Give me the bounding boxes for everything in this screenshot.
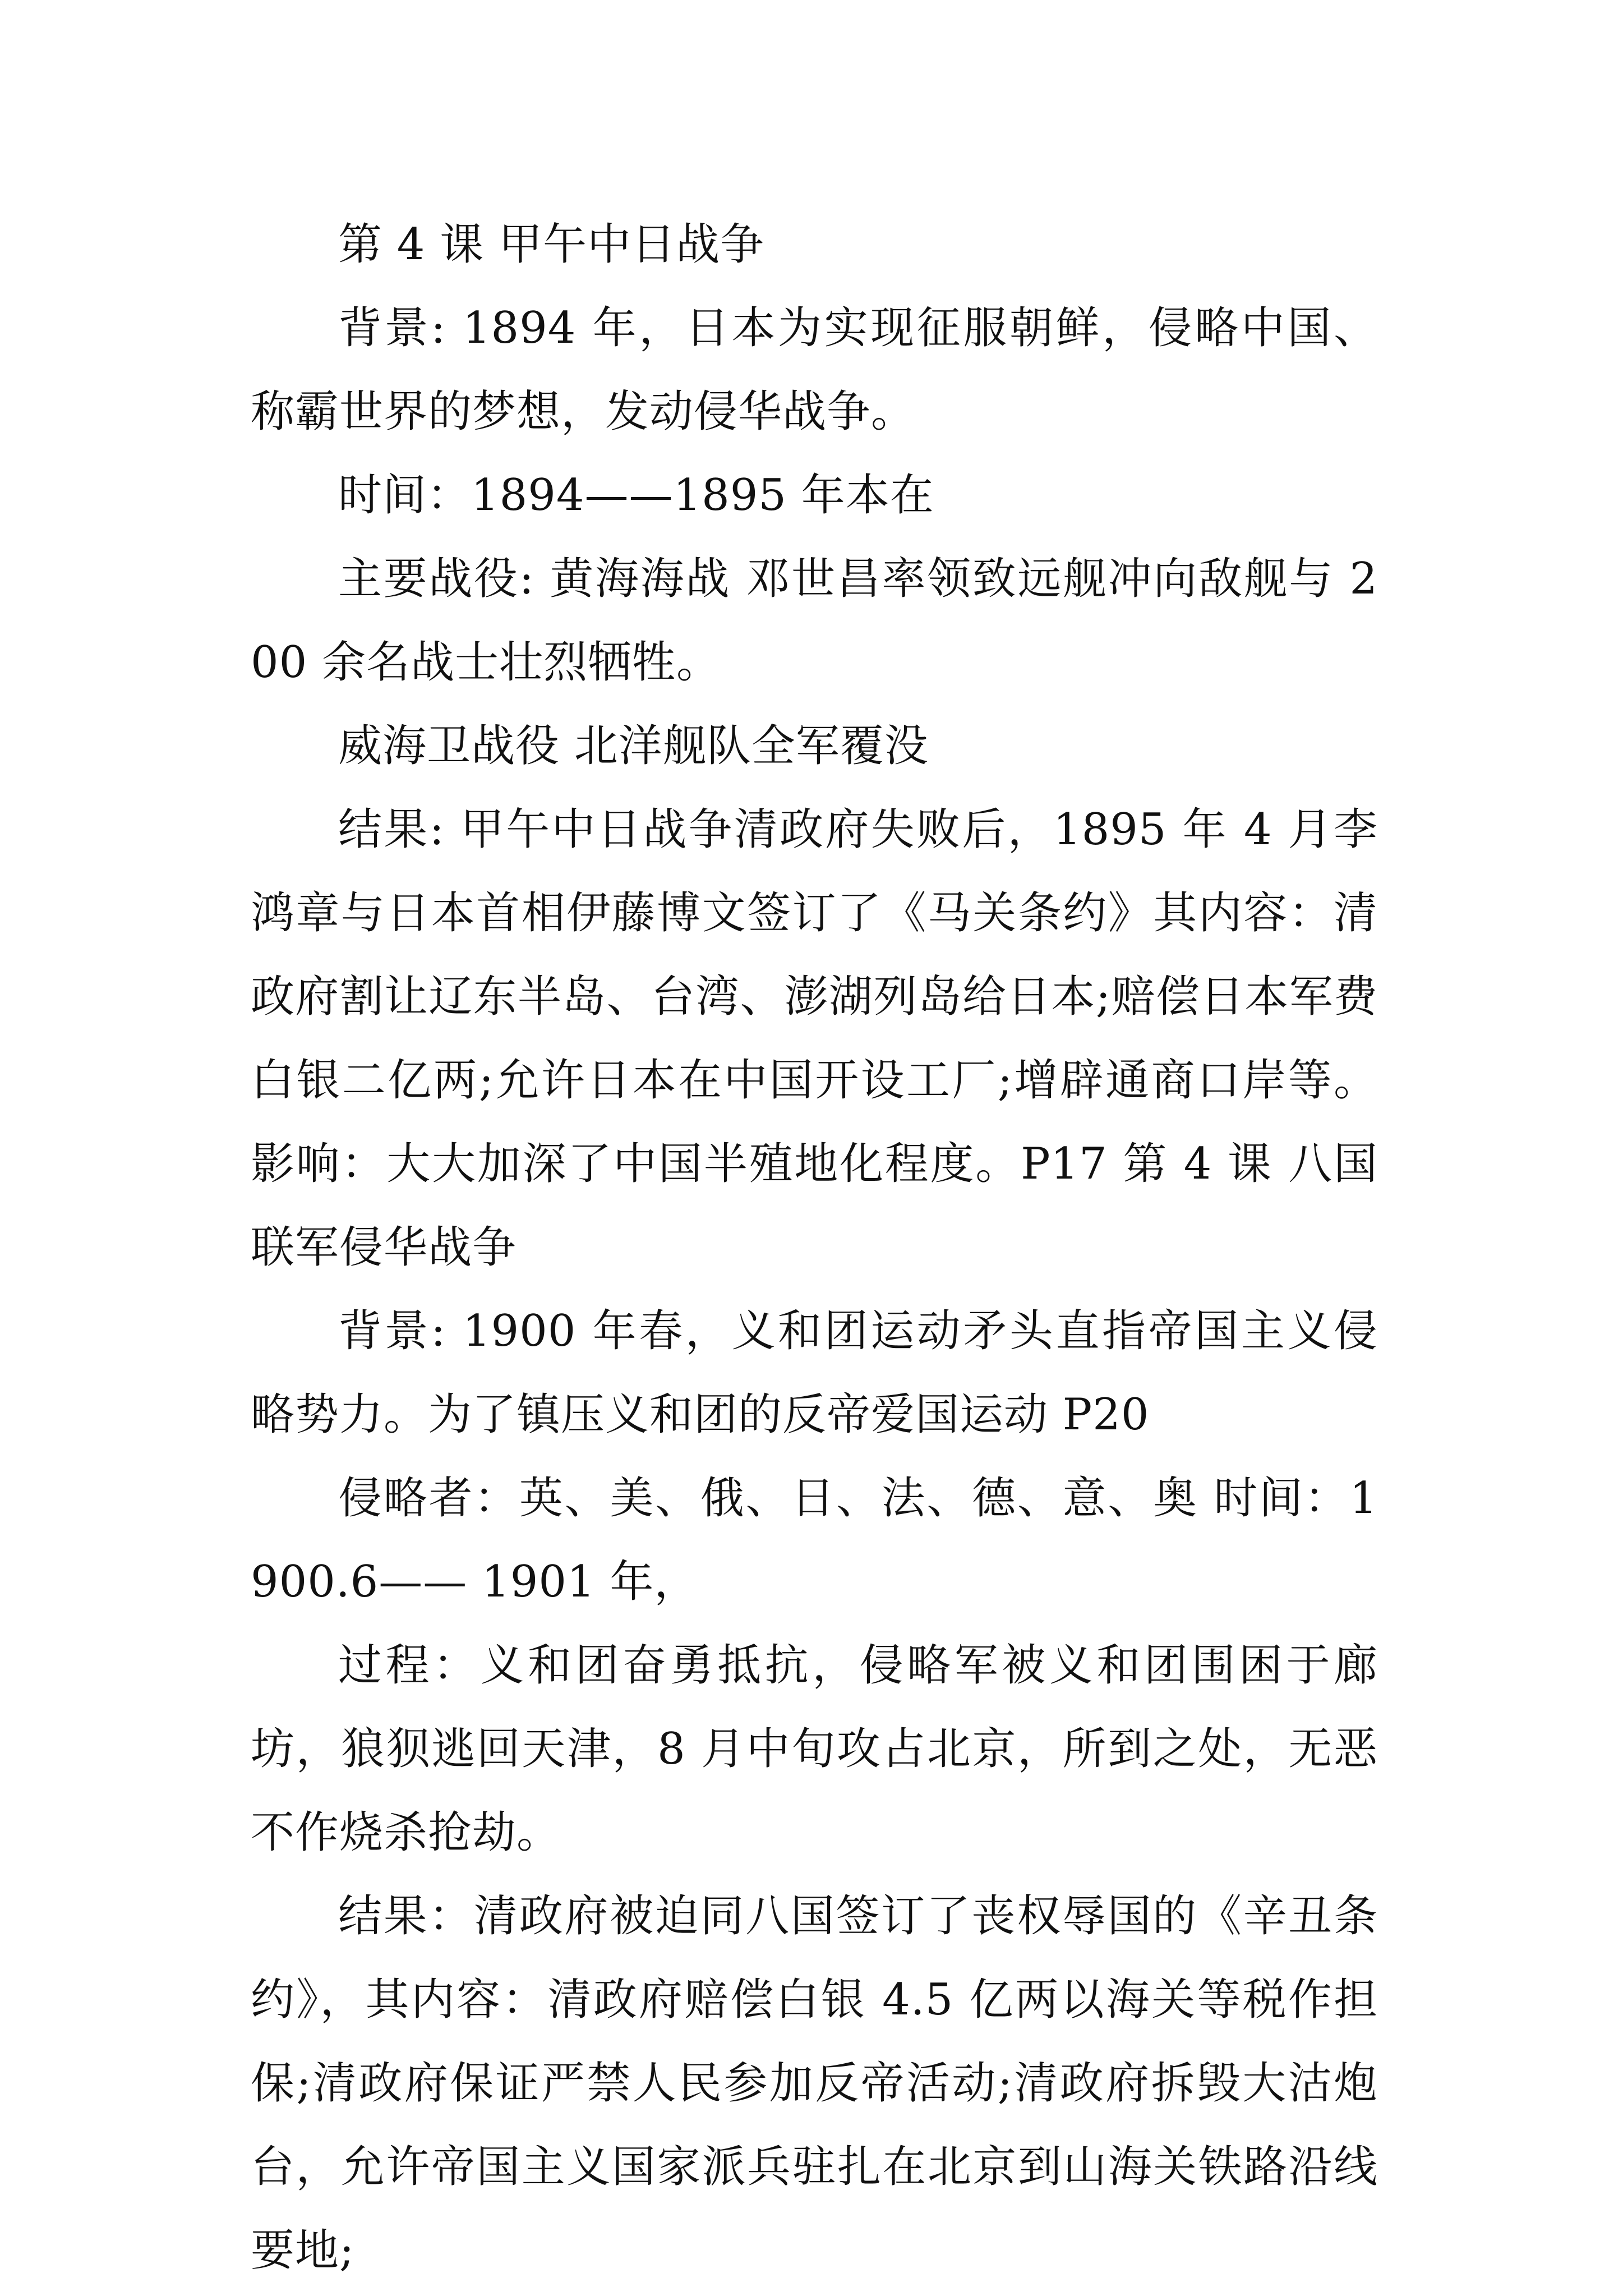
weihaiwei-battle: 威海卫战役 北洋舰队全军覆没 — [338, 721, 929, 771]
sino-japanese-war-result: 结果: 甲午中日战争清政府失败后，1895 年 4 月李鸿章与日本首相伊藤博文签订了《马关条约》其内容：清政府割让辽东半岛、台湾、澎湖列岛给日本;赔偿日本军费白银二亿两;允许日本在中国开设工厂;增辟通商口岸等。影响：大大加深了中国半殖地化程度。P17 第 4 课 八国联军侵华战争 — [251, 804, 1378, 1273]
eight-nation-background: 背景: 1900 年春，义和团运动矛头直指帝国主义侵略势力。为了镇压义和团的反帝爱国运动 P20 — [251, 1306, 1378, 1440]
sino-japanese-war-time: 时间：1894——1895 年本在 — [338, 470, 934, 521]
eight-nation-result: 结果：清政府被迫同八国签订了丧权辱国的《辛丑条约》，其内容：清政府赔偿白银 4.5 亿两以海关等税作担保;清政府保证严禁人民参加反帝活动;清政府拆毁大沽炮台，允许帝国主义国家派兵驻扎在北京到山海关铁路沿线要地; — [251, 1891, 1378, 2276]
sino-japanese-war-main-battle: 主要战役: 黄海海战 邓世昌率领致远舰冲向敌舰与 200 余名战士壮烈牺牲。 — [251, 554, 1378, 688]
eight-nation-process: 过程：义和团奋勇抵抗，侵略军被义和团围困于廊坊，狼狈逃回天津，8 月中旬攻占北京，所到之处，无恶不作烧杀抢劫。 — [251, 1640, 1378, 1858]
eight-nation-invaders-time: 侵略者：英、美、俄、日、法、德、意、奥 时间：1900.6—— 1901 年， — [251, 1473, 1378, 1607]
sino-japanese-war-background: 背景: 1894 年，日本为实现征服朝鲜，侵略中国、称霸世界的梦想，发动侵华战争。 — [251, 303, 1378, 437]
lesson-4-title: 第 4 课 甲午中日战争 — [338, 219, 765, 270]
document-body — [251, 203, 1378, 2293]
